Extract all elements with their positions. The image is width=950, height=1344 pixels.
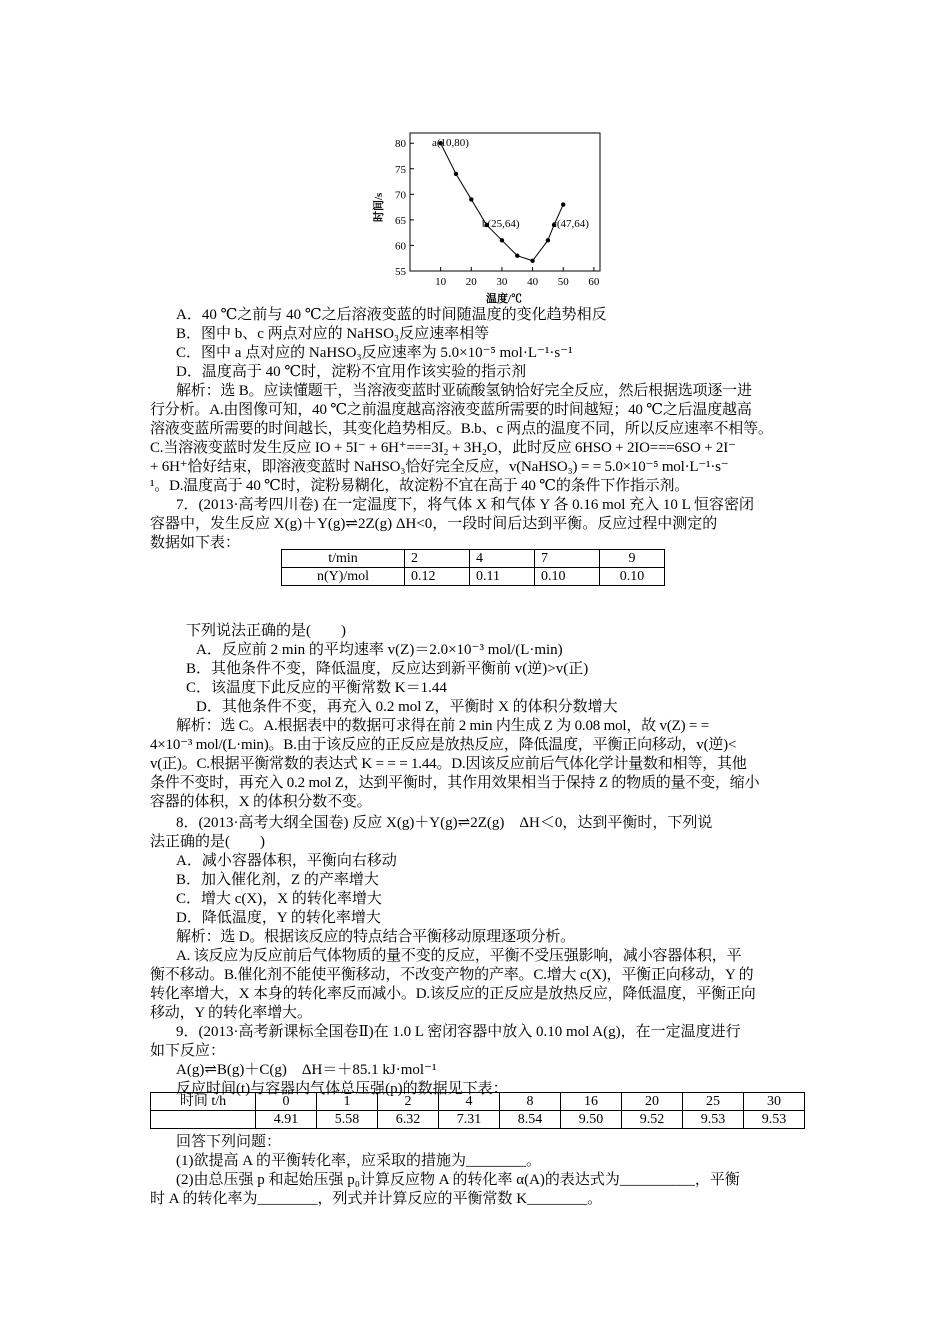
q7-data-table <box>281 549 665 586</box>
q6-answer-line: ¹。D.温度高于 40 ℃时，淀粉易糊化，故淀粉不宜在高于 40 ℃的条件下作指示剂。 <box>150 478 690 494</box>
chart-annotation-b: b(25,64) <box>482 218 520 230</box>
table-cell: 4 <box>439 1093 500 1111</box>
q6-option-c: C．图中 a 点对应的 NaHSO₃反应速率为 5.0×10⁻⁵ mol·L⁻¹·s⁻¹ <box>176 345 573 361</box>
q7-stem: 容器中，发生反应 X(g)＋Y(g)⇌2Z(g) ΔH<0，一段时间后达到平衡。反应过程中测定的 <box>150 516 718 532</box>
table-cell: 16 <box>561 1093 622 1111</box>
table-cell: 1 <box>317 1093 378 1111</box>
chart-ylabel: 时间/s <box>373 192 385 222</box>
q8-option-a: A．减小容器体积，平衡向右移动 <box>176 853 397 869</box>
q7-option-b: B．其他条件不变，降低温度，反应达到新平衡前 v(逆)>v(正) <box>186 661 589 677</box>
q7-prompt: 下列说法正确的是( ) <box>186 623 346 639</box>
q9-data-table <box>150 1092 805 1129</box>
table-cell: 时间 t/h <box>151 1093 256 1111</box>
q7-option-d: D．其他条件不变，再充入 0.2 mol Z，平衡时 X 的体积分数增大 <box>196 699 618 715</box>
table-cell: 4 <box>470 550 535 568</box>
table-row <box>151 1111 805 1129</box>
q6-option-b: B．图中 b、c 两点对应的 NaHSO₃反应速率相等 <box>176 326 490 342</box>
chart-xtick-label: 20 <box>465 276 477 288</box>
q8-answer-line: 解析：选 D。根据该反应的特点结合平衡移动原理逐项分析。 <box>176 929 575 945</box>
q9-stem: 反应时间(t)与容器内气体总压强(p)的数据见下表： <box>176 1081 508 1097</box>
q6-option-d: D．温度高于 40 ℃时，淀粉不宜用作该实验的指示剂 <box>176 364 527 380</box>
q7-answer-line: 容器的体积，X 的体积分数不变。 <box>150 794 372 810</box>
table-cell: n(Y)/mol <box>282 568 405 586</box>
table-cell: 5.58 <box>317 1111 378 1129</box>
chart-xtick-label: 30 <box>496 276 508 288</box>
table-cell: 6.32 <box>378 1111 439 1129</box>
chart-ytick-label: 70 <box>395 189 406 202</box>
table-row <box>282 568 665 586</box>
table-cell: 2 <box>405 550 470 568</box>
q9-stem: 如下反应： <box>150 1043 226 1059</box>
chart-plot-frame <box>410 133 600 271</box>
chart-annotation-c: c(47,64) <box>552 218 589 230</box>
table-cell: 25 <box>683 1093 744 1111</box>
chart-data-point <box>561 202 565 206</box>
q9-subquestion-2: (2)由总压强 p 和起始压强 p₀计算反应物 A 的转化率 α(A)的表达式为__________，平衡 <box>176 1172 740 1188</box>
chart-ytick-label: 65 <box>395 214 406 227</box>
q9-subquestion-2: 时 A 的转化率为________，列式并计算反应的平衡常数 K________。 <box>150 1191 603 1207</box>
q6-answer-line: + 6H⁺恰好结束，即溶液变蓝时 NaHSO₃恰好完全反应，v(NaHSO₃) = = 5.0×10⁻⁵ mol·L⁻¹·s⁻ <box>150 459 729 475</box>
table-cell: 9.53 <box>744 1111 805 1129</box>
chart-data-point <box>530 259 534 263</box>
chart-annotation-a: a(10,80) <box>432 137 469 149</box>
q7-stem: 数据如下表： <box>150 535 241 551</box>
q9-subquestion-1: (1)欲提高 A 的平衡转化率，应采取的措施为________。 <box>176 1153 541 1169</box>
chart-data-point <box>500 238 504 242</box>
chart-series-line <box>441 143 564 261</box>
table-cell: 0.11 <box>470 568 535 586</box>
table-cell: 20 <box>622 1093 683 1111</box>
q9-equation: A(g)⇌B(g)＋C(g) ΔH＝＋85.1 kJ·mol⁻¹ <box>176 1062 437 1078</box>
table-cell: t/min <box>282 550 405 568</box>
q9-prompt: 回答下列问题： <box>176 1134 282 1150</box>
q6-option-a: A．40 ℃之前与 40 ℃之后溶液变蓝的时间随温度的变化趋势相反 <box>176 307 607 323</box>
q8-answer-line: 转化率增大，X 本身的转化率反而减小。D.该反应的正反应是放热反应，降低温度，平衡正向 <box>150 986 756 1002</box>
q8-answer-line: 衡不移动。B.催化剂不能使平衡移动，不改变产物的产率。C.增大 c(X)，平衡正向移动，Y 的 <box>150 967 754 983</box>
q6-answer-line: 溶液变蓝所需要的时间越长，其变化趋势相反。B.b、c 两点的温度不同，所以反应速率不相等。 <box>150 421 773 437</box>
table-cell <box>151 1111 256 1129</box>
temperature-time-chart <box>370 128 610 313</box>
q8-answer-line: 移动，Y 的转化率增大。 <box>150 1005 312 1021</box>
q6-answer-line: 行分析。A.由图像可知，40 ℃之前温度越高溶液变蓝所需要的时间越短；40 ℃之后温度越高 <box>150 402 752 418</box>
chart-xtick-label: 10 <box>435 276 447 288</box>
chart-ytick-label: 60 <box>395 240 406 253</box>
chart-ytick-label: 75 <box>395 163 406 176</box>
table-cell: 7.31 <box>439 1111 500 1129</box>
q8-option-b: B．加入催化剂，Z 的产率增大 <box>176 872 379 888</box>
q8-option-d: D．降低温度，Y 的转化率增大 <box>176 910 381 926</box>
table-cell: 0.12 <box>405 568 470 586</box>
table-cell: 9.52 <box>622 1111 683 1129</box>
table-cell: 2 <box>378 1093 439 1111</box>
table-cell: 0.10 <box>535 568 600 586</box>
q6-answer-line: C.当溶液变蓝时发生反应 IO + 5I⁻ + 6H⁺===3I₂ + 3H₂O，此时反应 6HSO + 2IO===6SO + 2I⁻ <box>150 440 736 456</box>
chart-xtick-label: 50 <box>557 276 569 288</box>
q9-stem: 9．(2013·高考新课标全国卷Ⅱ)在 1.0 L 密闭容器中放入 0.10 mol A(g)，在一定温度进行 <box>176 1024 741 1040</box>
chart-ytick-label: 55 <box>395 266 406 278</box>
table-cell: 9.53 <box>683 1111 744 1129</box>
chart-data-point <box>515 253 519 257</box>
q8-stem: 法正确的是( ) <box>150 834 265 850</box>
q8-answer-line: A. 该反应为反应前后气体物质的量不变的反应，平衡不受压强影响，减小容器体积，平 <box>176 948 742 964</box>
table-cell: 0.10 <box>600 568 665 586</box>
chart-xlabel: 温度/℃ <box>486 293 523 305</box>
q7-answer-line: 4×10⁻³ mol/(L·min)。B.由于该反应的正反应是放热反应，降低温度，平衡正向移动，v(逆)< <box>150 737 737 753</box>
table-cell: 9 <box>600 550 665 568</box>
q7-option-c: C．该温度下此反应的平衡常数 K＝1.44 <box>186 680 447 696</box>
table-cell: 4.91 <box>256 1111 317 1129</box>
chart-xtick-label: 60 <box>588 276 600 288</box>
q7-answer-line: 解析：选 C。A.根据表中的数据可求得在前 2 min 内生成 Z 为 0.08 mol，故 v(Z) = = <box>176 718 709 734</box>
table-cell: 9.50 <box>561 1111 622 1129</box>
chart-data-point <box>546 238 550 242</box>
q8-option-c: C．增大 c(X)，X 的转化率增大 <box>176 891 382 907</box>
table-cell: 8.54 <box>500 1111 561 1129</box>
table-cell: 8 <box>500 1093 561 1111</box>
table-row <box>151 1093 805 1111</box>
table-cell: 30 <box>744 1093 805 1111</box>
table-cell: 0 <box>256 1093 317 1111</box>
q8-stem: 8．(2013·高考大纲全国卷) 反应 X(g)＋Y(g)⇌2Z(g) ΔH＜0，达到平衡时，下列说 <box>176 815 713 831</box>
q7-option-a: A．反应前 2 min 的平均速率 v(Z)＝2.0×10⁻³ mol/(L·min) <box>196 642 563 658</box>
chart-xtick-label: 40 <box>527 276 539 288</box>
table-cell: 7 <box>535 550 600 568</box>
chart-data-point <box>469 197 473 201</box>
chart-ytick-label: 80 <box>395 138 406 151</box>
q7-stem: 7．(2013·高考四川卷) 在一定温度下，将气体 X 和气体 Y 各 0.16 mol 充入 10 L 恒容密闭 <box>176 497 755 513</box>
q6-answer-line: 解析：选 B。应读懂题干，当溶液变蓝时亚硫酸氢钠恰好完全反应，然后根据选项逐一进 <box>176 383 752 399</box>
q7-answer-line: v(正)。C.根据平衡常数的表达式 K = = = 1.44。D.因该反应前后气体化学计量数和相等，其他 <box>150 756 747 772</box>
chart-data-point <box>454 172 458 176</box>
q7-answer-line: 条件不变时，再充入 0.2 mol Z，达到平衡时，其作用效果相当于保持 Z 的物质的量不变，缩小 <box>150 775 760 791</box>
table-row <box>282 550 665 568</box>
